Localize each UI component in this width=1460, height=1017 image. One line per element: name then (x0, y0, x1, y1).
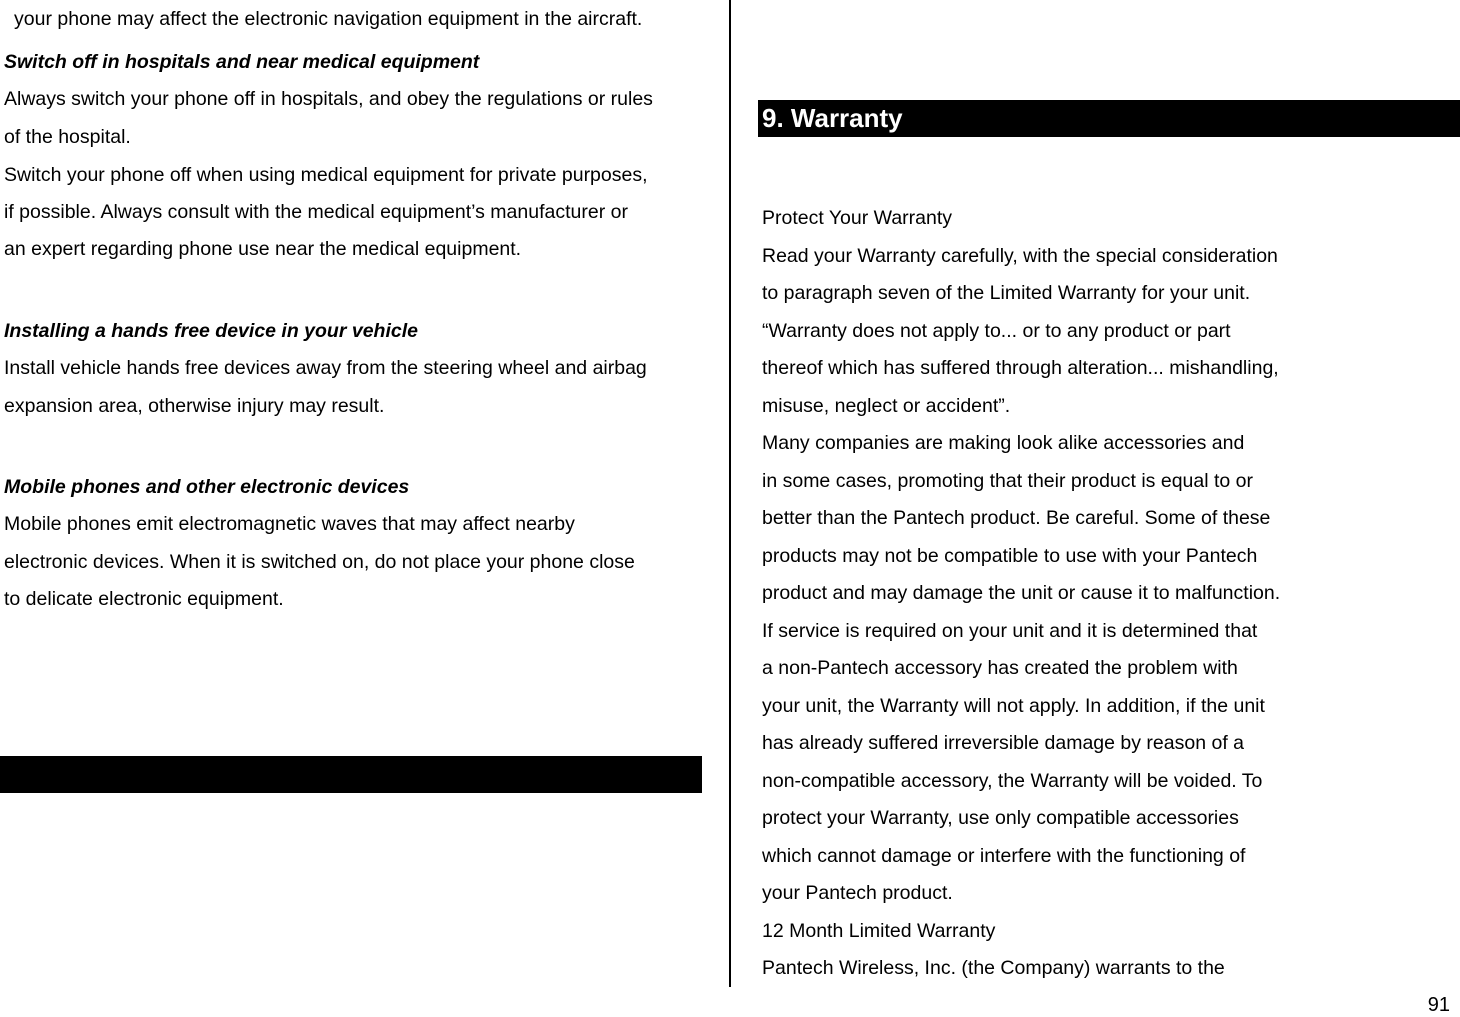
warranty-line: “Warranty does not apply to... or to any product or part (762, 320, 1231, 342)
warranty-line: better than the Pantech product. Be careful. Some of these (762, 507, 1271, 529)
warranty-line: products may not be compatible to use with your Pantech (762, 545, 1258, 567)
section-header-bar (0, 756, 702, 793)
vehicle-line: Install vehicle hands free devices away from the steering wheel and airbag (4, 357, 647, 379)
warranty-line: Many companies are making look alike accessories and (762, 432, 1245, 454)
warranty-line: non-compatible accessory, the Warranty will be voided. To (762, 770, 1263, 792)
electronic-devices-line: to delicate electronic equipment. (4, 588, 284, 610)
hospitals-line: Always switch your phone off in hospitals, and obey the regulations or rules (4, 88, 653, 110)
vehicle-line: expansion area, otherwise injury may result. (4, 395, 385, 417)
hospitals-line: if possible. Always consult with the medical equipment’s manufacturer or (4, 201, 628, 223)
electronic-devices-line: electronic devices. When it is switched on, do not place your phone close (4, 551, 635, 573)
warranty-line: a non-Pantech accessory has created the problem with (762, 657, 1238, 679)
electronic-devices-heading: Mobile phones and other electronic devices (4, 476, 410, 498)
warranty-line: Pantech Wireless, Inc. (the Company) warrants to the (762, 957, 1225, 979)
hospitals-heading: Switch off in hospitals and near medical equipment (4, 51, 480, 73)
hospitals-line: an expert regarding phone use near the medical equipment. (4, 238, 522, 260)
warranty-line: product and may damage the unit or cause it to malfunction. (762, 582, 1281, 604)
hospitals-line: Switch your phone off when using medical equipment for private purposes, (4, 164, 648, 186)
warranty-line: which cannot damage or interfere with the functioning of (762, 845, 1246, 867)
electronic-devices-line: Mobile phones emit electromagnetic waves that may affect nearby (4, 513, 575, 535)
hospitals-line: of the hospital. (4, 126, 131, 148)
warranty-line: protect your Warranty, use only compatible accessories (762, 807, 1239, 829)
warranty-line: Read your Warranty carefully, with the special consideration (762, 245, 1278, 267)
column-divider (729, 0, 731, 987)
warranty-line: 12 Month Limited Warranty (762, 920, 996, 942)
section-title: 9. Warranty (762, 103, 903, 133)
vehicle-heading: Installing a hands free device in your vehicle (4, 320, 418, 342)
warranty-line: to paragraph seven of the Limited Warranty for your unit. (762, 282, 1251, 304)
page-number: 91 (1427, 994, 1450, 1016)
warranty-line: in some cases, promoting that their product is equal to or (762, 470, 1254, 492)
warranty-line: has already suffered irreversible damage by reason of a (762, 732, 1244, 754)
warranty-line: If service is required on your unit and it is determined that (762, 620, 1258, 642)
warranty-line: your Pantech product. (762, 882, 953, 904)
warranty-line: thereof which has suffered through alteration... mishandling, (762, 357, 1279, 379)
warranty-line: misuse, neglect or accident”. (762, 395, 1011, 417)
warranty-line: Protect Your Warranty (762, 207, 953, 229)
intro-line: your phone may affect the electronic navigation equipment in the aircraft. (14, 8, 643, 30)
warranty-header-bar (758, 100, 1460, 137)
warranty-line: your unit, the Warranty will not apply. In addition, if the unit (762, 695, 1265, 717)
